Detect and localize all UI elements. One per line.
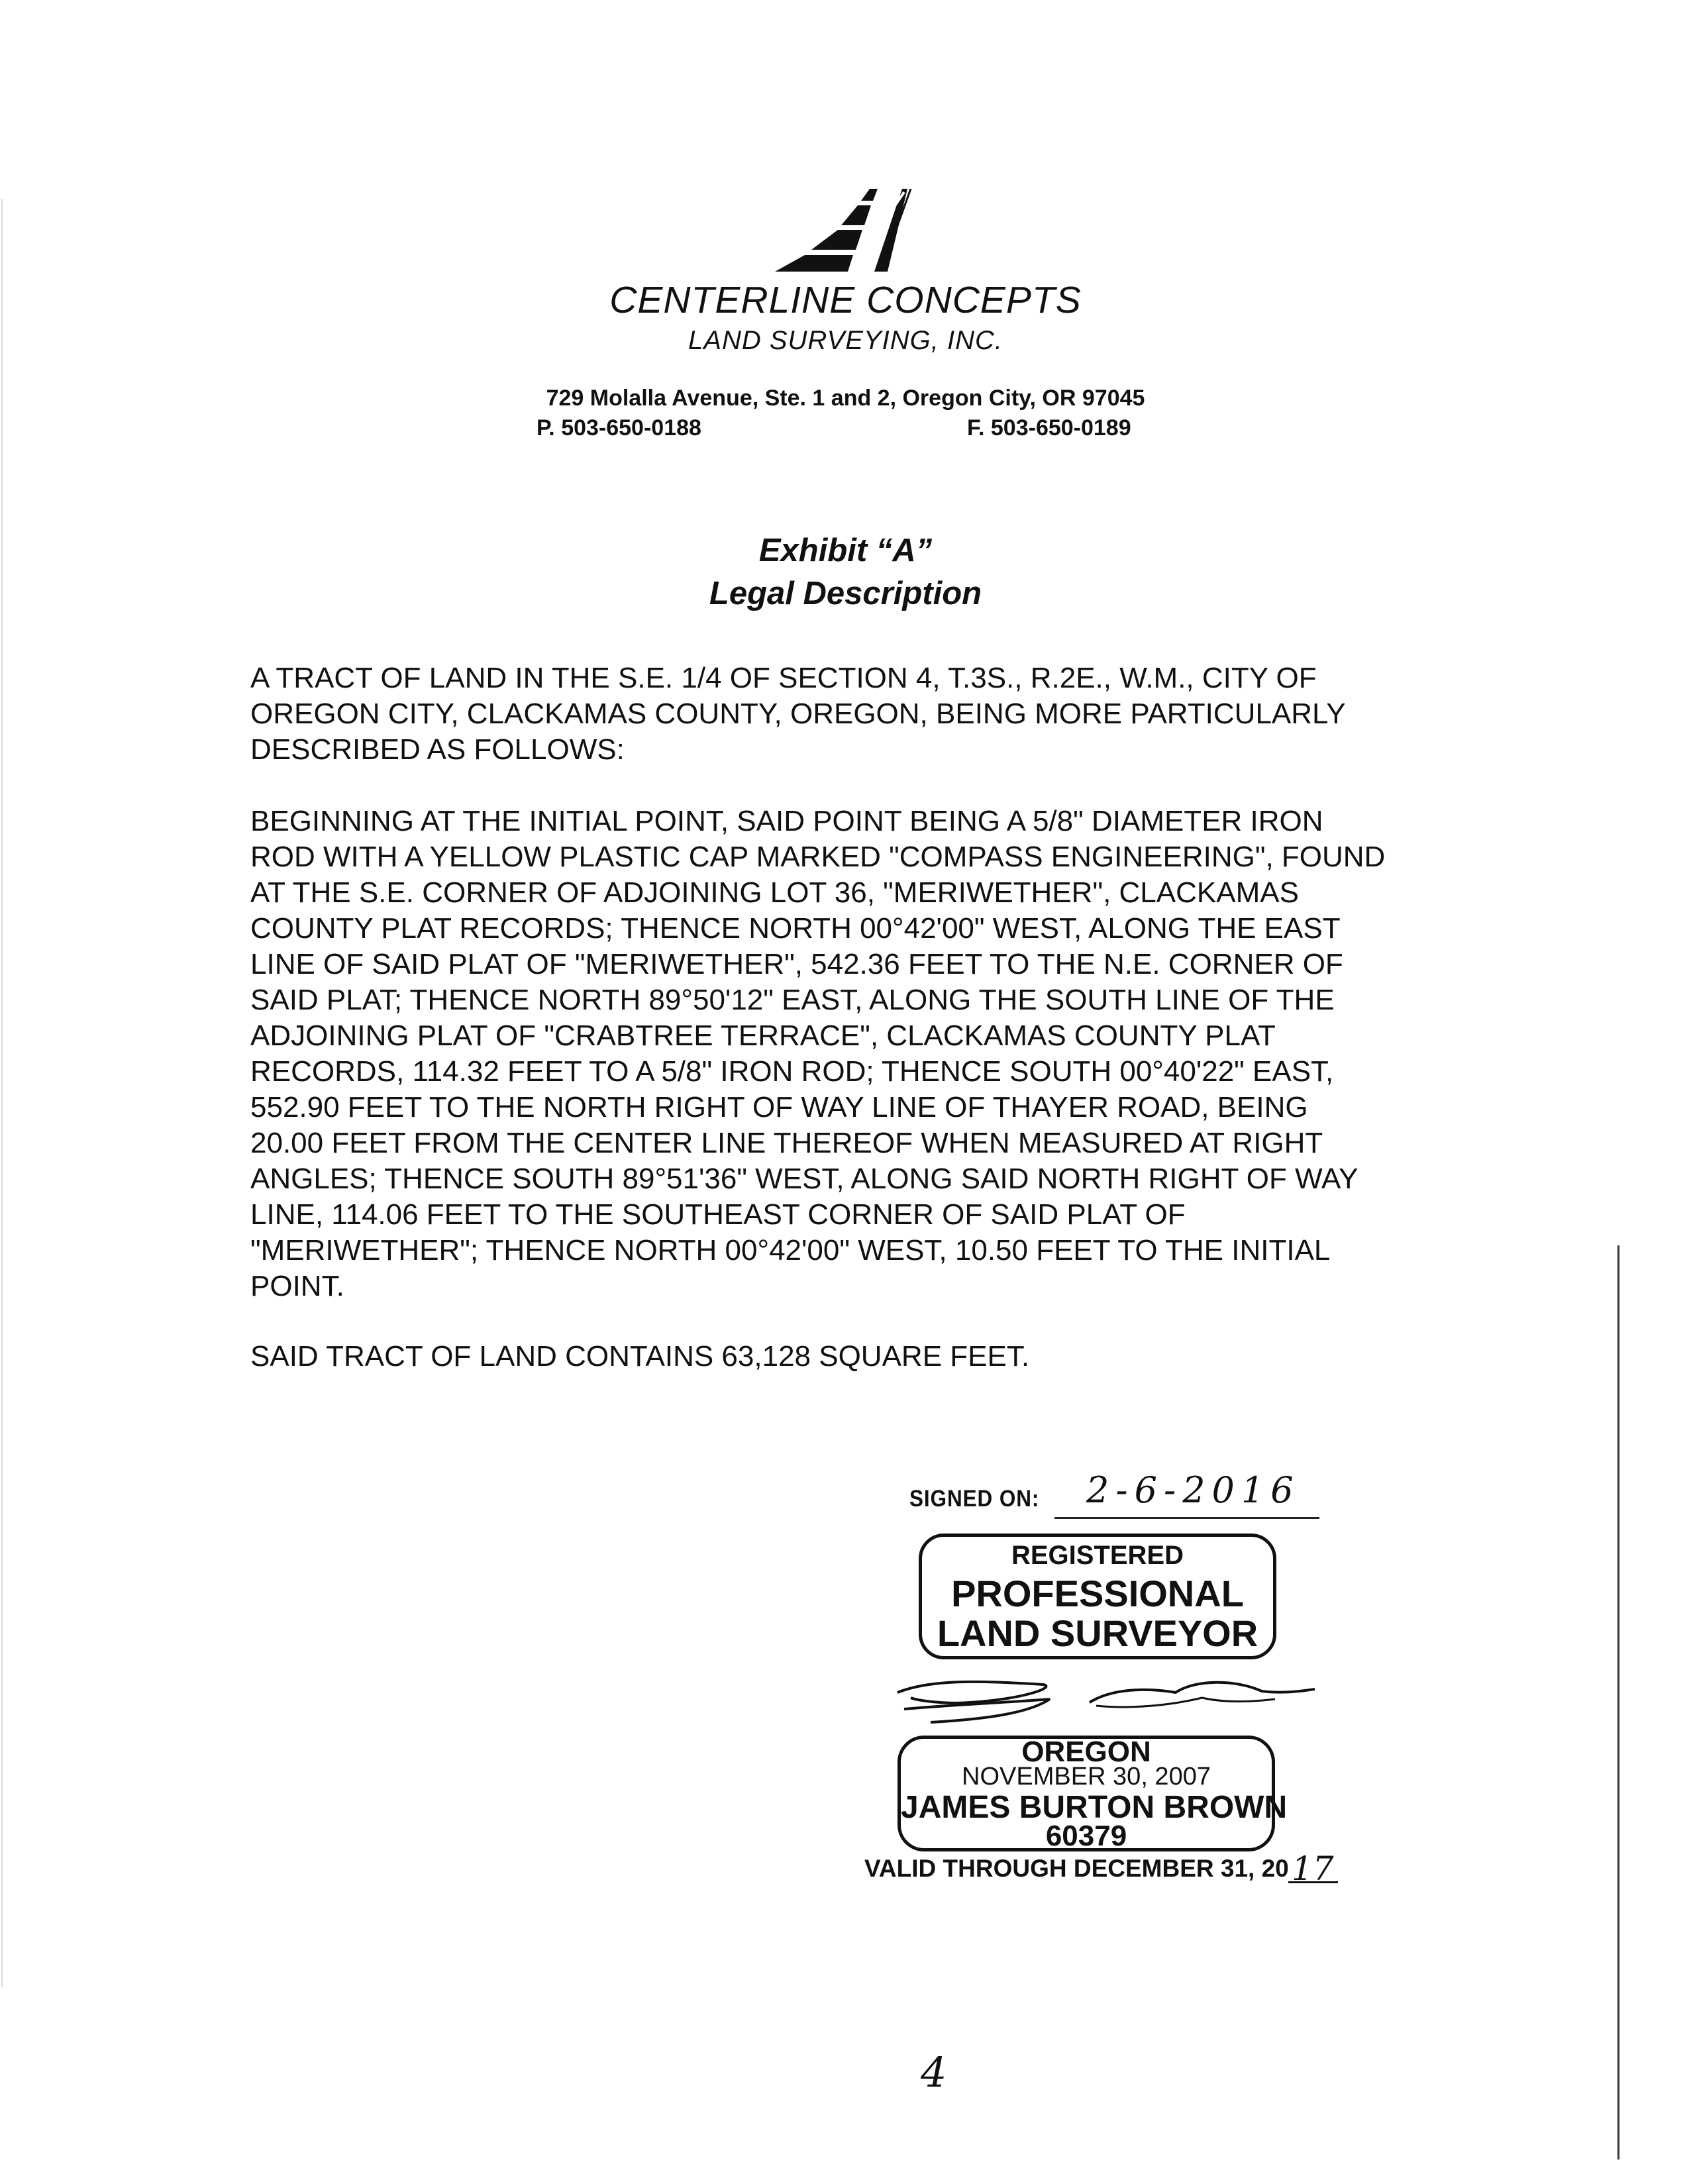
text-line: COUNTY PLAT RECORDS; THENCE NORTH 00°42'00" WEST, ALONG THE EAST [250, 912, 1341, 945]
metes-and-bounds-paragraph [250, 804, 1462, 1304]
text-line: A TRACT OF LAND IN THE S.E. 1/4 OF SECTION 4, T.3S., R.2E., W.M., CITY OF [250, 662, 1317, 694]
area-statement-paragraph [250, 1339, 1462, 1375]
text-line: BEGINNING AT THE INITIAL POINT, SAID POINT BEING A 5/8" DIAMETER IRON [250, 805, 1323, 837]
stamp-line: OREGON [1021, 1736, 1151, 1768]
stamp-line: REGISTERED [1011, 1541, 1184, 1570]
signed-on-label: SIGNED ON: [909, 1486, 1040, 1512]
stamp-line: NOVEMBER 30, 2007 [962, 1763, 1211, 1791]
stamp-line: 60379 [1045, 1820, 1127, 1852]
company-subtitle: LAND SURVEYING, INC. [688, 326, 1003, 355]
text-line: 20.00 FEET FROM THE CENTER LINE THEREOF WHEN MEASURED AT RIGHT [250, 1127, 1323, 1159]
text-line: "MERIWETHER"; THENCE NORTH 00°42'00" WEST, 10.50 FEET TO THE INITIAL [250, 1234, 1331, 1267]
exhibit-subtitle: Legal Description [709, 576, 982, 611]
text-line: LINE OF SAID PLAT OF "MERIWETHER", 542.36 FEET TO THE N.E. CORNER OF [250, 948, 1343, 980]
stamp-line: JAMES BURTON BROWN [901, 1790, 1288, 1825]
valid-through-underline [1288, 1881, 1338, 1883]
text-line: AT THE S.E. CORNER OF ADJOINING LOT 36, "MERIWETHER", CLACKAMAS [250, 876, 1299, 909]
text-line: ROD WITH A YELLOW PLASTIC CAP MARKED "COMPASS ENGINEERING", FOUND [250, 841, 1386, 873]
text-line: ANGLES; THENCE SOUTH 89°51'36" WEST, ALONG SAID NORTH RIGHT OF WAY [250, 1163, 1358, 1195]
company-fax: F. 503-650-0189 [967, 415, 1131, 441]
text-line: DESCRIBED AS FOLLOWS: [250, 733, 625, 766]
valid-through-year: 17 [1292, 1849, 1334, 1888]
text-line: 552.90 FEET TO THE NORTH RIGHT OF WAY LINE OF THAYER ROAD, BEING [250, 1091, 1308, 1123]
page-number: 4 [921, 2048, 947, 2097]
license-stamp [897, 1736, 1288, 1852]
scan-edge-line [1, 199, 3, 1987]
surveyor-signature [891, 1673, 1315, 1732]
text-line: SAID PLAT; THENCE NORTH 89°50'12" EAST, ALONG THE SOUTH LINE OF THE [250, 984, 1335, 1016]
text-line: ADJOINING PLAT OF "CRABTREE TERRACE", CLACKAMAS COUNTY PLAT [250, 1019, 1276, 1052]
stamp-line: LAND SURVEYOR [937, 1612, 1258, 1654]
company-address: 729 Molalla Avenue, Ste. 1 and 2, Oregon City, OR 97045 [546, 386, 1145, 411]
valid-through-label: VALID THROUGH DECEMBER 31, 20 [864, 1855, 1289, 1882]
company-name: CENTERLINE CONCEPTS [609, 279, 1082, 321]
road-perspective-logo-icon [775, 189, 914, 275]
tract-intro-paragraph [250, 660, 1462, 768]
signed-on-underline [1054, 1517, 1319, 1519]
registration-stamp [919, 1534, 1276, 1659]
scan-margin-line [1617, 1245, 1619, 2159]
company-phone: P. 503-650-0188 [537, 415, 701, 441]
text-line: LINE, 114.06 FEET TO THE SOUTHEAST CORNER OF SAID PLAT OF [250, 1198, 1186, 1231]
exhibit-title: Exhibit “A” [758, 533, 933, 568]
signed-on-date: 2-6-2016 [1086, 1469, 1300, 1511]
text-line: POINT. [250, 1270, 344, 1302]
text-line: SAID TRACT OF LAND CONTAINS 63,128 SQUARE FEET. [250, 1340, 1030, 1373]
text-line: OREGON CITY, CLACKAMAS COUNTY, OREGON, BEING MORE PARTICULARLY [250, 698, 1346, 730]
stamp-line: PROFESSIONAL [951, 1573, 1244, 1614]
text-line: RECORDS, 114.32 FEET TO A 5/8" IRON ROD; THENCE SOUTH 00°40'22" EAST, [250, 1055, 1334, 1088]
